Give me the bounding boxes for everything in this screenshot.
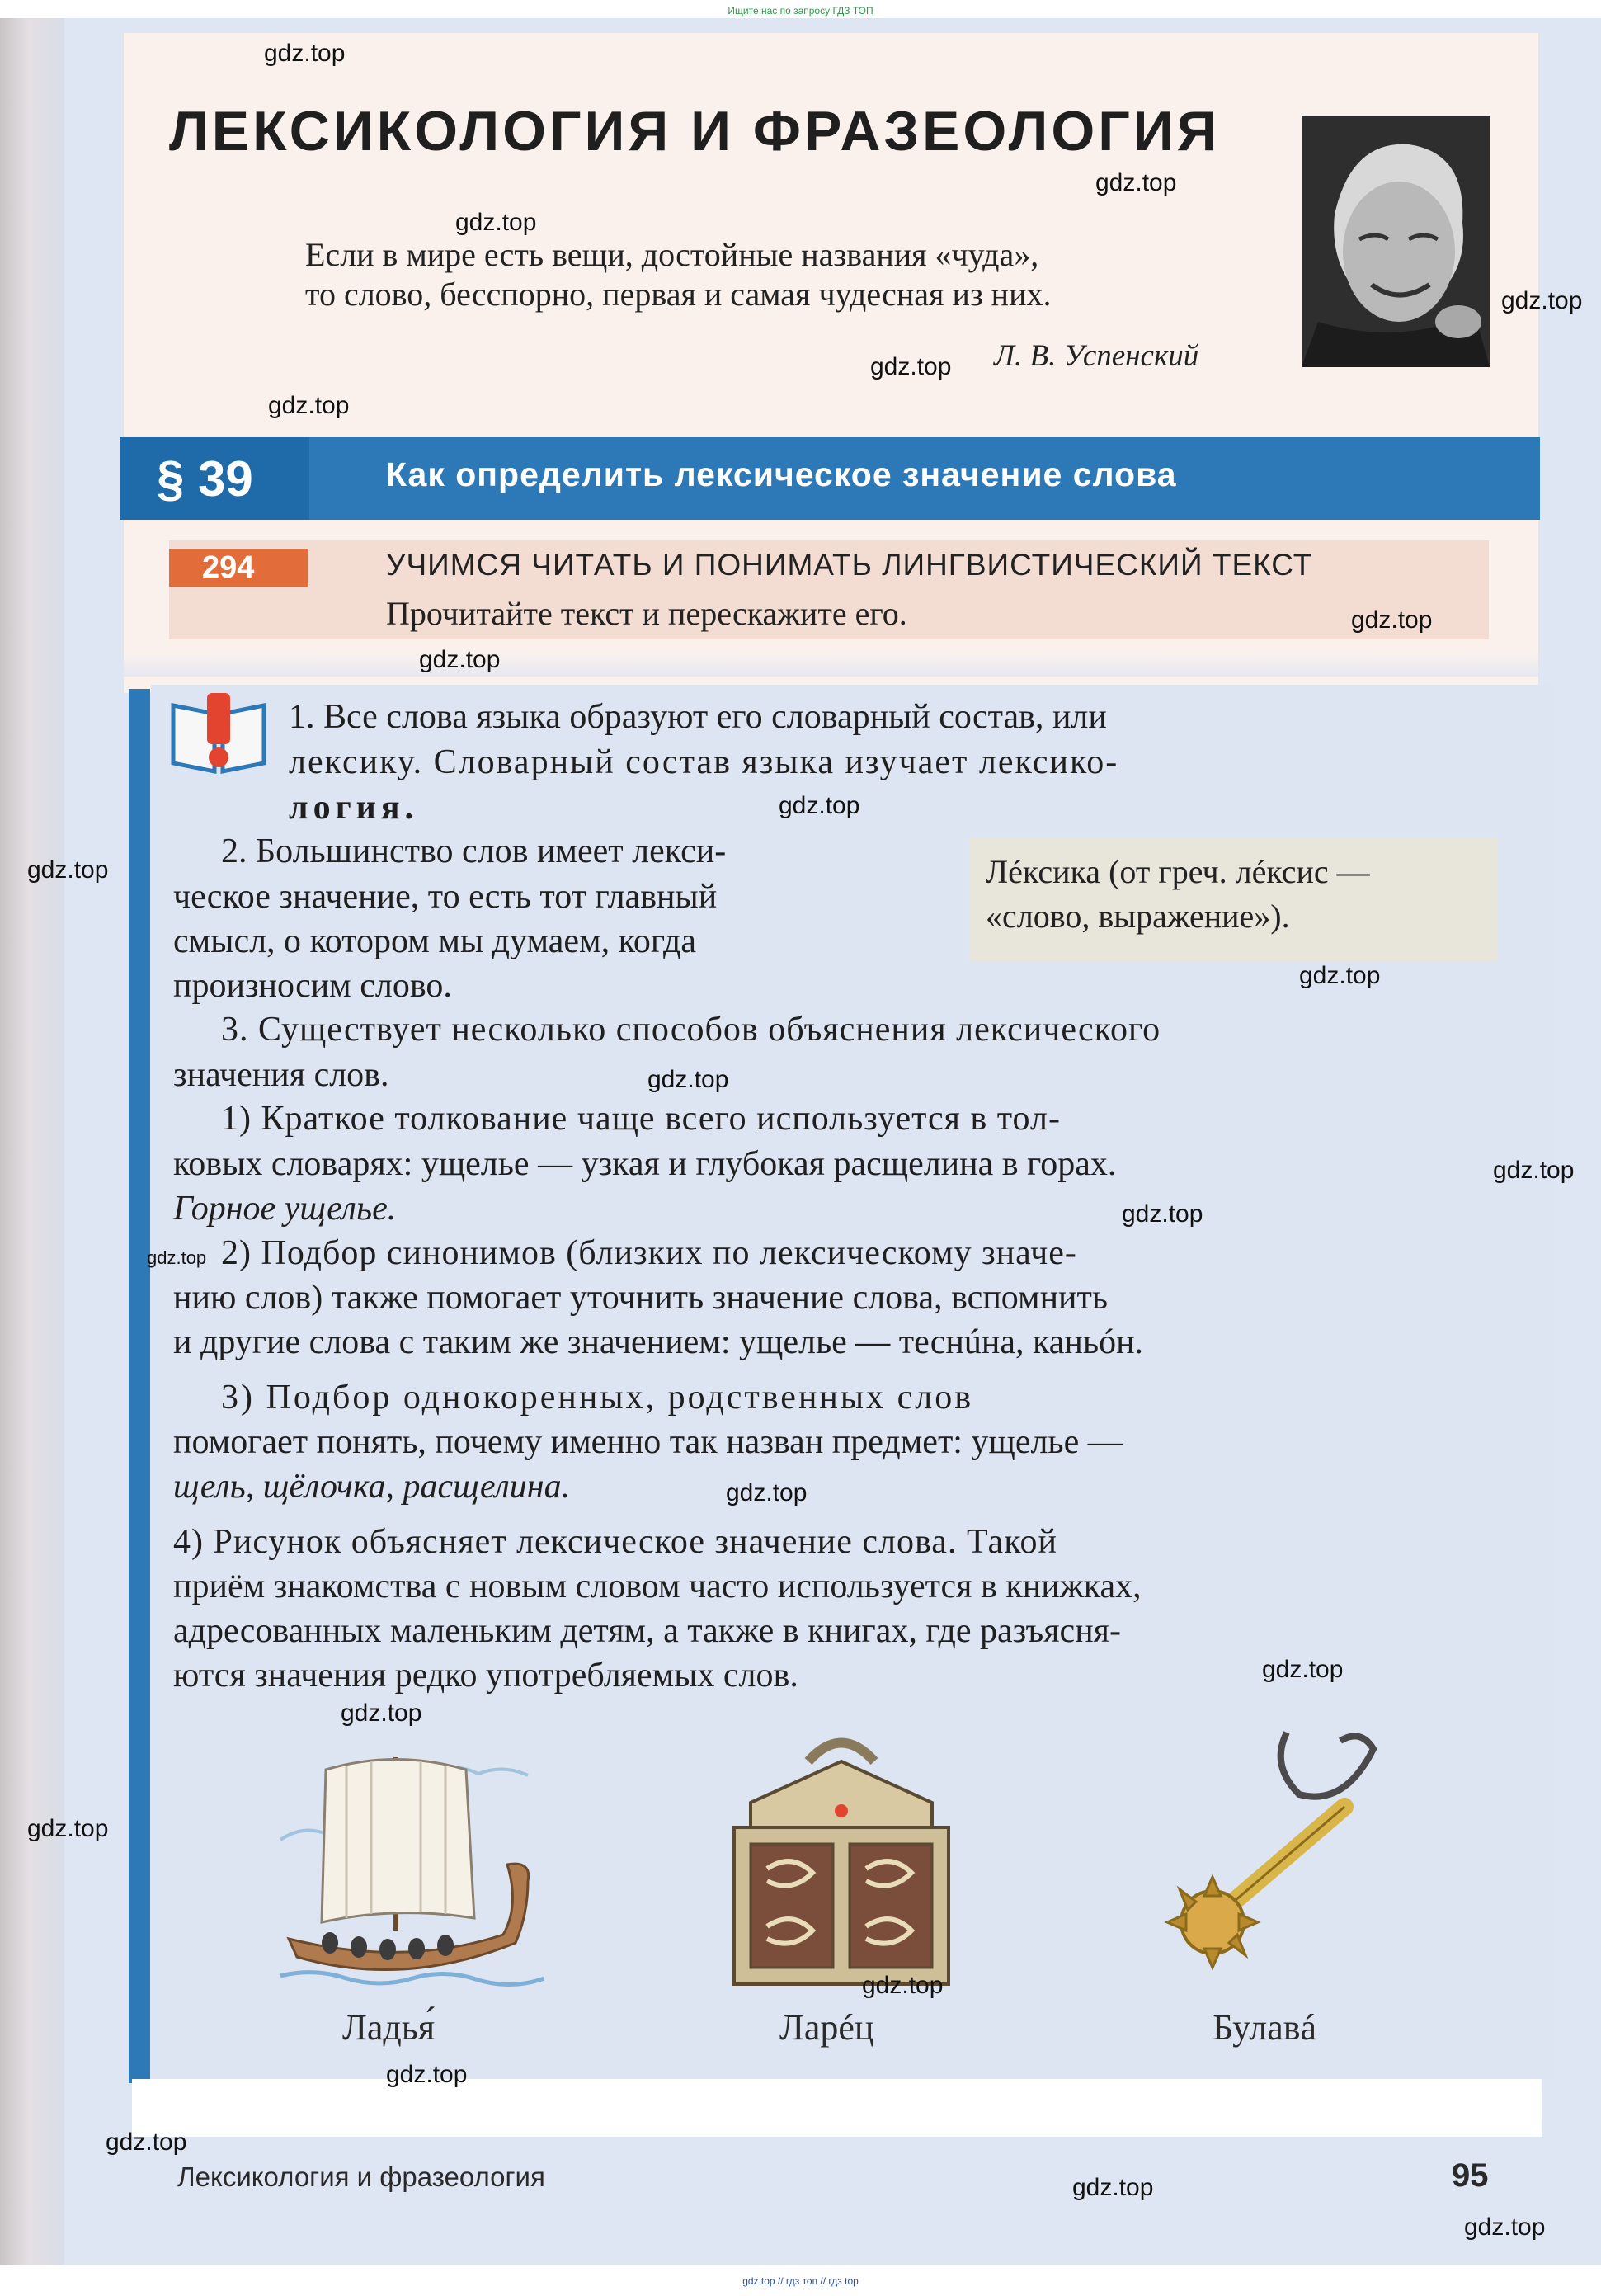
watermark: gdz.top — [726, 1479, 808, 1506]
watermark: gdz.top — [106, 2129, 187, 2156]
rule-item4-line-2: приём знакомства с новым словом часто используется в книжках, — [173, 1568, 1142, 1605]
watermark: gdz.top — [1299, 962, 1381, 989]
side-note-line-1: Лéксика (от греч. лéксис — — [986, 853, 1370, 890]
rule-item3-line-2: помогает понять, почему именно так назван предмет: ущелье — — [173, 1423, 1123, 1461]
rule-p2-line-2: ческое значение, то есть тот главный — [173, 878, 718, 916]
chapter-title: ЛЕКСИКОЛОГИЯ И ФРАЗЕОЛОГИЯ — [169, 100, 1221, 163]
rule-p1-line-1: 1. Все слова языка образуют его словарный состав, или — [289, 698, 1107, 736]
watermark: gdz.top — [147, 1247, 207, 1268]
epigraph-author: Л. В. Успенский — [994, 339, 1199, 373]
watermark: gdz.top — [1095, 169, 1177, 196]
caption-mace: Булавá — [1213, 2007, 1317, 2048]
rule-p3-line-1: 3. Существует несколько способов объяснения лексического — [221, 1011, 1161, 1049]
rule-item1-line-3: Горное ущелье. — [173, 1190, 397, 1228]
exercise-heading: УЧИМСЯ ЧИТАТЬ И ПОНИМАТЬ ЛИНГВИСТИЧЕСКИЙ ТЕКСТ — [386, 548, 1313, 582]
rule-item3-line-3: щель, щёлочка, расщелина. — [173, 1468, 571, 1506]
watermark: gdz.top — [419, 646, 501, 673]
caption-casket: Ларéц — [779, 2007, 874, 2048]
rule-p2-line-1: 2. Большинство слов имеет лекси- — [221, 832, 727, 870]
rule-item2-line-2: нию слов) также помогает уточнить значение слова, вспомнить — [173, 1279, 1109, 1317]
exclamation-book-icon — [169, 693, 268, 776]
watermark: gdz.top — [27, 856, 109, 884]
section-title: Как определить лексическое значение слова — [386, 455, 1177, 493]
rule-item2-line-3: и другие слова с таким же значением: ущелье — теснúна, каньóн. — [173, 1323, 1144, 1361]
watermark: gdz.top — [1351, 606, 1433, 634]
side-note-line-2: «слово, выражение»). — [986, 898, 1290, 935]
rule-p1-line-2: лексику. Словарный состав языка изучает лексико- — [289, 743, 1119, 781]
rule-item1-line-2: ковых словарях: ущелье — узкая и глубокая расщелина в горах. — [173, 1145, 1117, 1183]
watermark: gdz.top — [1262, 1656, 1344, 1683]
watermark: gdz.top — [455, 209, 537, 236]
watermark: gdz.top — [386, 2061, 468, 2088]
footer-band — [132, 2079, 1542, 2137]
watermark: gdz.top — [862, 1972, 944, 1999]
watermark: gdz.top — [264, 40, 346, 67]
watermark: gdz.top — [870, 353, 952, 380]
rule-p2-line-3: смысл, о котором мы думаем, когда — [173, 922, 697, 960]
rule-item4-line-3: адресованных маленьким детям, а также в книгах, где разъясня- — [173, 1612, 1121, 1650]
watermark: gdz.top — [1493, 1157, 1575, 1184]
rule-item4-line-4: ются значения редко употребляемых слов. — [173, 1657, 798, 1695]
rule-item2-line-1: 2) Подбор синонимов (близких по лексическому значе- — [221, 1234, 1077, 1272]
watermark: gdz.top — [647, 1066, 729, 1093]
footer-chapter-title: Лексикология и фразеология — [177, 2162, 545, 2192]
rule-p1-line-3: логия. — [289, 789, 419, 827]
watermark: gdz.top — [1072, 2174, 1154, 2201]
epigraph-line-1: Если в мире есть вещи, достойные названия «чуда», — [305, 236, 1039, 273]
header-band-fade — [124, 652, 1538, 677]
rule-item3-line-1: 3) Подбор однокоренных, родственных слов — [221, 1379, 974, 1417]
watermark: gdz.top — [1122, 1200, 1203, 1228]
watermark: gdz.top — [341, 1700, 422, 1727]
epigraph-line-2: то слово, бесспорно, первая и самая чудесная из них. — [305, 276, 1052, 313]
watermark: gdz.top — [268, 392, 350, 419]
exercise-number: 294 — [202, 550, 255, 585]
book-gutter — [0, 0, 64, 2296]
author-portrait — [1302, 116, 1490, 367]
watermark: gdz.top — [27, 1815, 109, 1842]
exercise-task: Прочитайте текст и перескажите его. — [386, 595, 907, 632]
mace-icon — [1155, 1716, 1402, 1988]
rule-p3-line-2: значения слов. — [173, 1056, 389, 1094]
watermark: gdz.top — [779, 792, 860, 819]
bottom-note: gdz top // гдз топ // гдз top — [742, 2275, 859, 2287]
rule-box-border — [129, 689, 150, 2083]
rule-item1-line-1: 1) Краткое толкование чаще всего используется в тол- — [221, 1100, 1061, 1138]
top-note: Ищите нас по запросу ГДЗ ТОП — [728, 5, 873, 17]
casket-icon — [718, 1728, 965, 1992]
rule-item4-line-1: 4) Рисунок объясняет лексическое значение слова. Такой — [173, 1523, 1057, 1561]
page-number: 95 — [1452, 2157, 1489, 2194]
portrait-icon — [1302, 116, 1490, 367]
watermark: gdz.top — [1501, 287, 1583, 314]
boat-icon — [280, 1741, 544, 1997]
caption-boat: Ладья́ — [342, 2007, 436, 2048]
section-number: § 39 — [157, 451, 253, 507]
rule-p2-line-4: произносим слово. — [173, 967, 452, 1005]
watermark: gdz.top — [1464, 2213, 1546, 2241]
